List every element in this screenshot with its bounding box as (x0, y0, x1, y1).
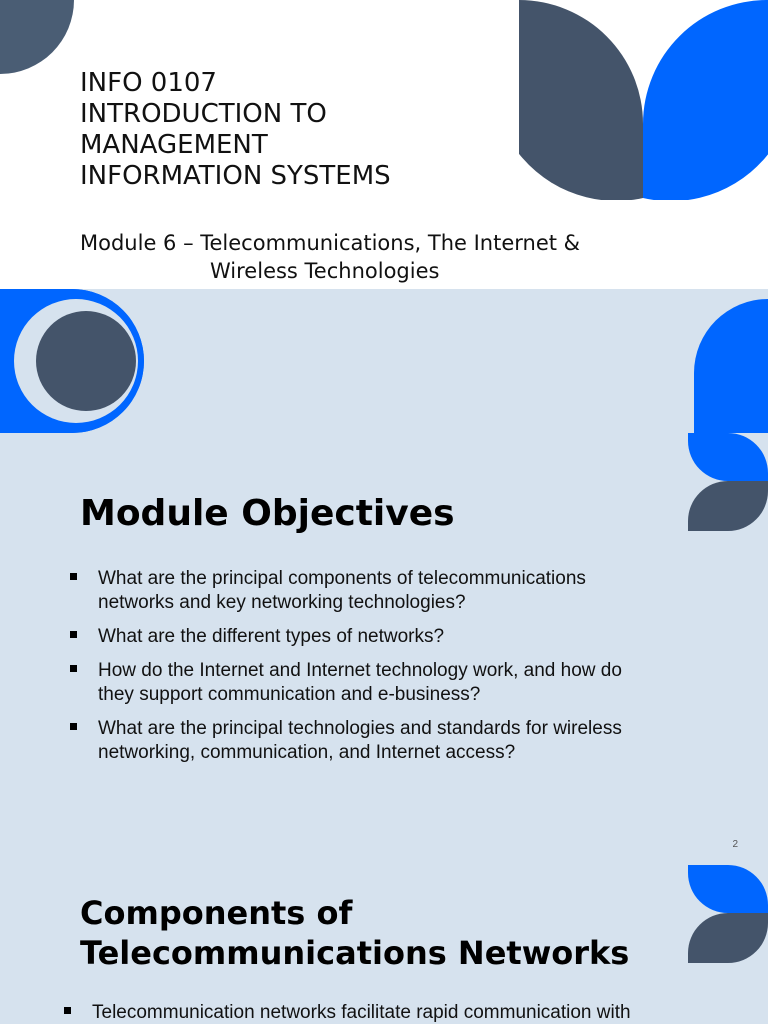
components-list (92, 1001, 732, 1024)
bullet-text-line: How do the Internet and Internet technology work, and how do (98, 660, 622, 681)
heading-line: Components of (80, 894, 353, 932)
square-bullet-icon (64, 1007, 71, 1014)
presentation-title (80, 68, 391, 192)
objectives-slide (0, 433, 768, 853)
title-line: INFO 0107 (80, 68, 217, 98)
bullet-text-line: What are the principal technologies and standards for wireless (98, 718, 622, 739)
bullet-text-line: What are the principal components of telecommunications (98, 568, 586, 589)
leaf-stack-shape (688, 433, 768, 533)
square-bullet-icon (70, 665, 77, 672)
subtitle-line: Wireless Technologies (210, 259, 440, 283)
objectives-list (98, 567, 698, 775)
slide-heading: Module Objectives (80, 493, 455, 534)
bullet-text-line: networks and key networking technologies? (98, 592, 466, 613)
components-slide (0, 853, 768, 1024)
bullet-text-line: they support communication and e-business? (98, 684, 481, 705)
blue-ring-shape (0, 289, 180, 433)
blue-arch-shape (694, 299, 768, 433)
decorative-band (0, 289, 768, 433)
list-item (98, 567, 698, 615)
square-bullet-icon (70, 631, 77, 638)
list-item (92, 1001, 732, 1024)
subtitle-line: Module 6 – Telecommunications, The Internet & (80, 231, 581, 255)
title-slide (0, 0, 768, 289)
list-item (98, 625, 698, 649)
bullet-text-line: networking, communication, and Internet access? (98, 742, 516, 763)
square-bullet-icon (70, 573, 77, 580)
leaf-stack-shape (688, 865, 768, 965)
leaf-pair-shape (519, 0, 768, 200)
square-bullet-icon (70, 723, 77, 730)
bullet-text-line: What are the different types of networks? (98, 626, 445, 647)
title-line: MANAGEMENT (80, 130, 268, 160)
bullet-text-line: Telecommunication networks facilitate rapid communication with (92, 1002, 631, 1023)
presentation-subtitle (80, 229, 580, 285)
title-line: INFORMATION SYSTEMS (80, 161, 391, 191)
corner-quarter-circle-shape (0, 0, 80, 80)
list-item (98, 659, 698, 707)
title-line: INTRODUCTION TO (80, 99, 327, 129)
page-number: 2 (732, 839, 738, 850)
slide-heading (80, 893, 629, 973)
heading-line: Telecommunications Networks (80, 934, 630, 972)
list-item (98, 717, 698, 765)
